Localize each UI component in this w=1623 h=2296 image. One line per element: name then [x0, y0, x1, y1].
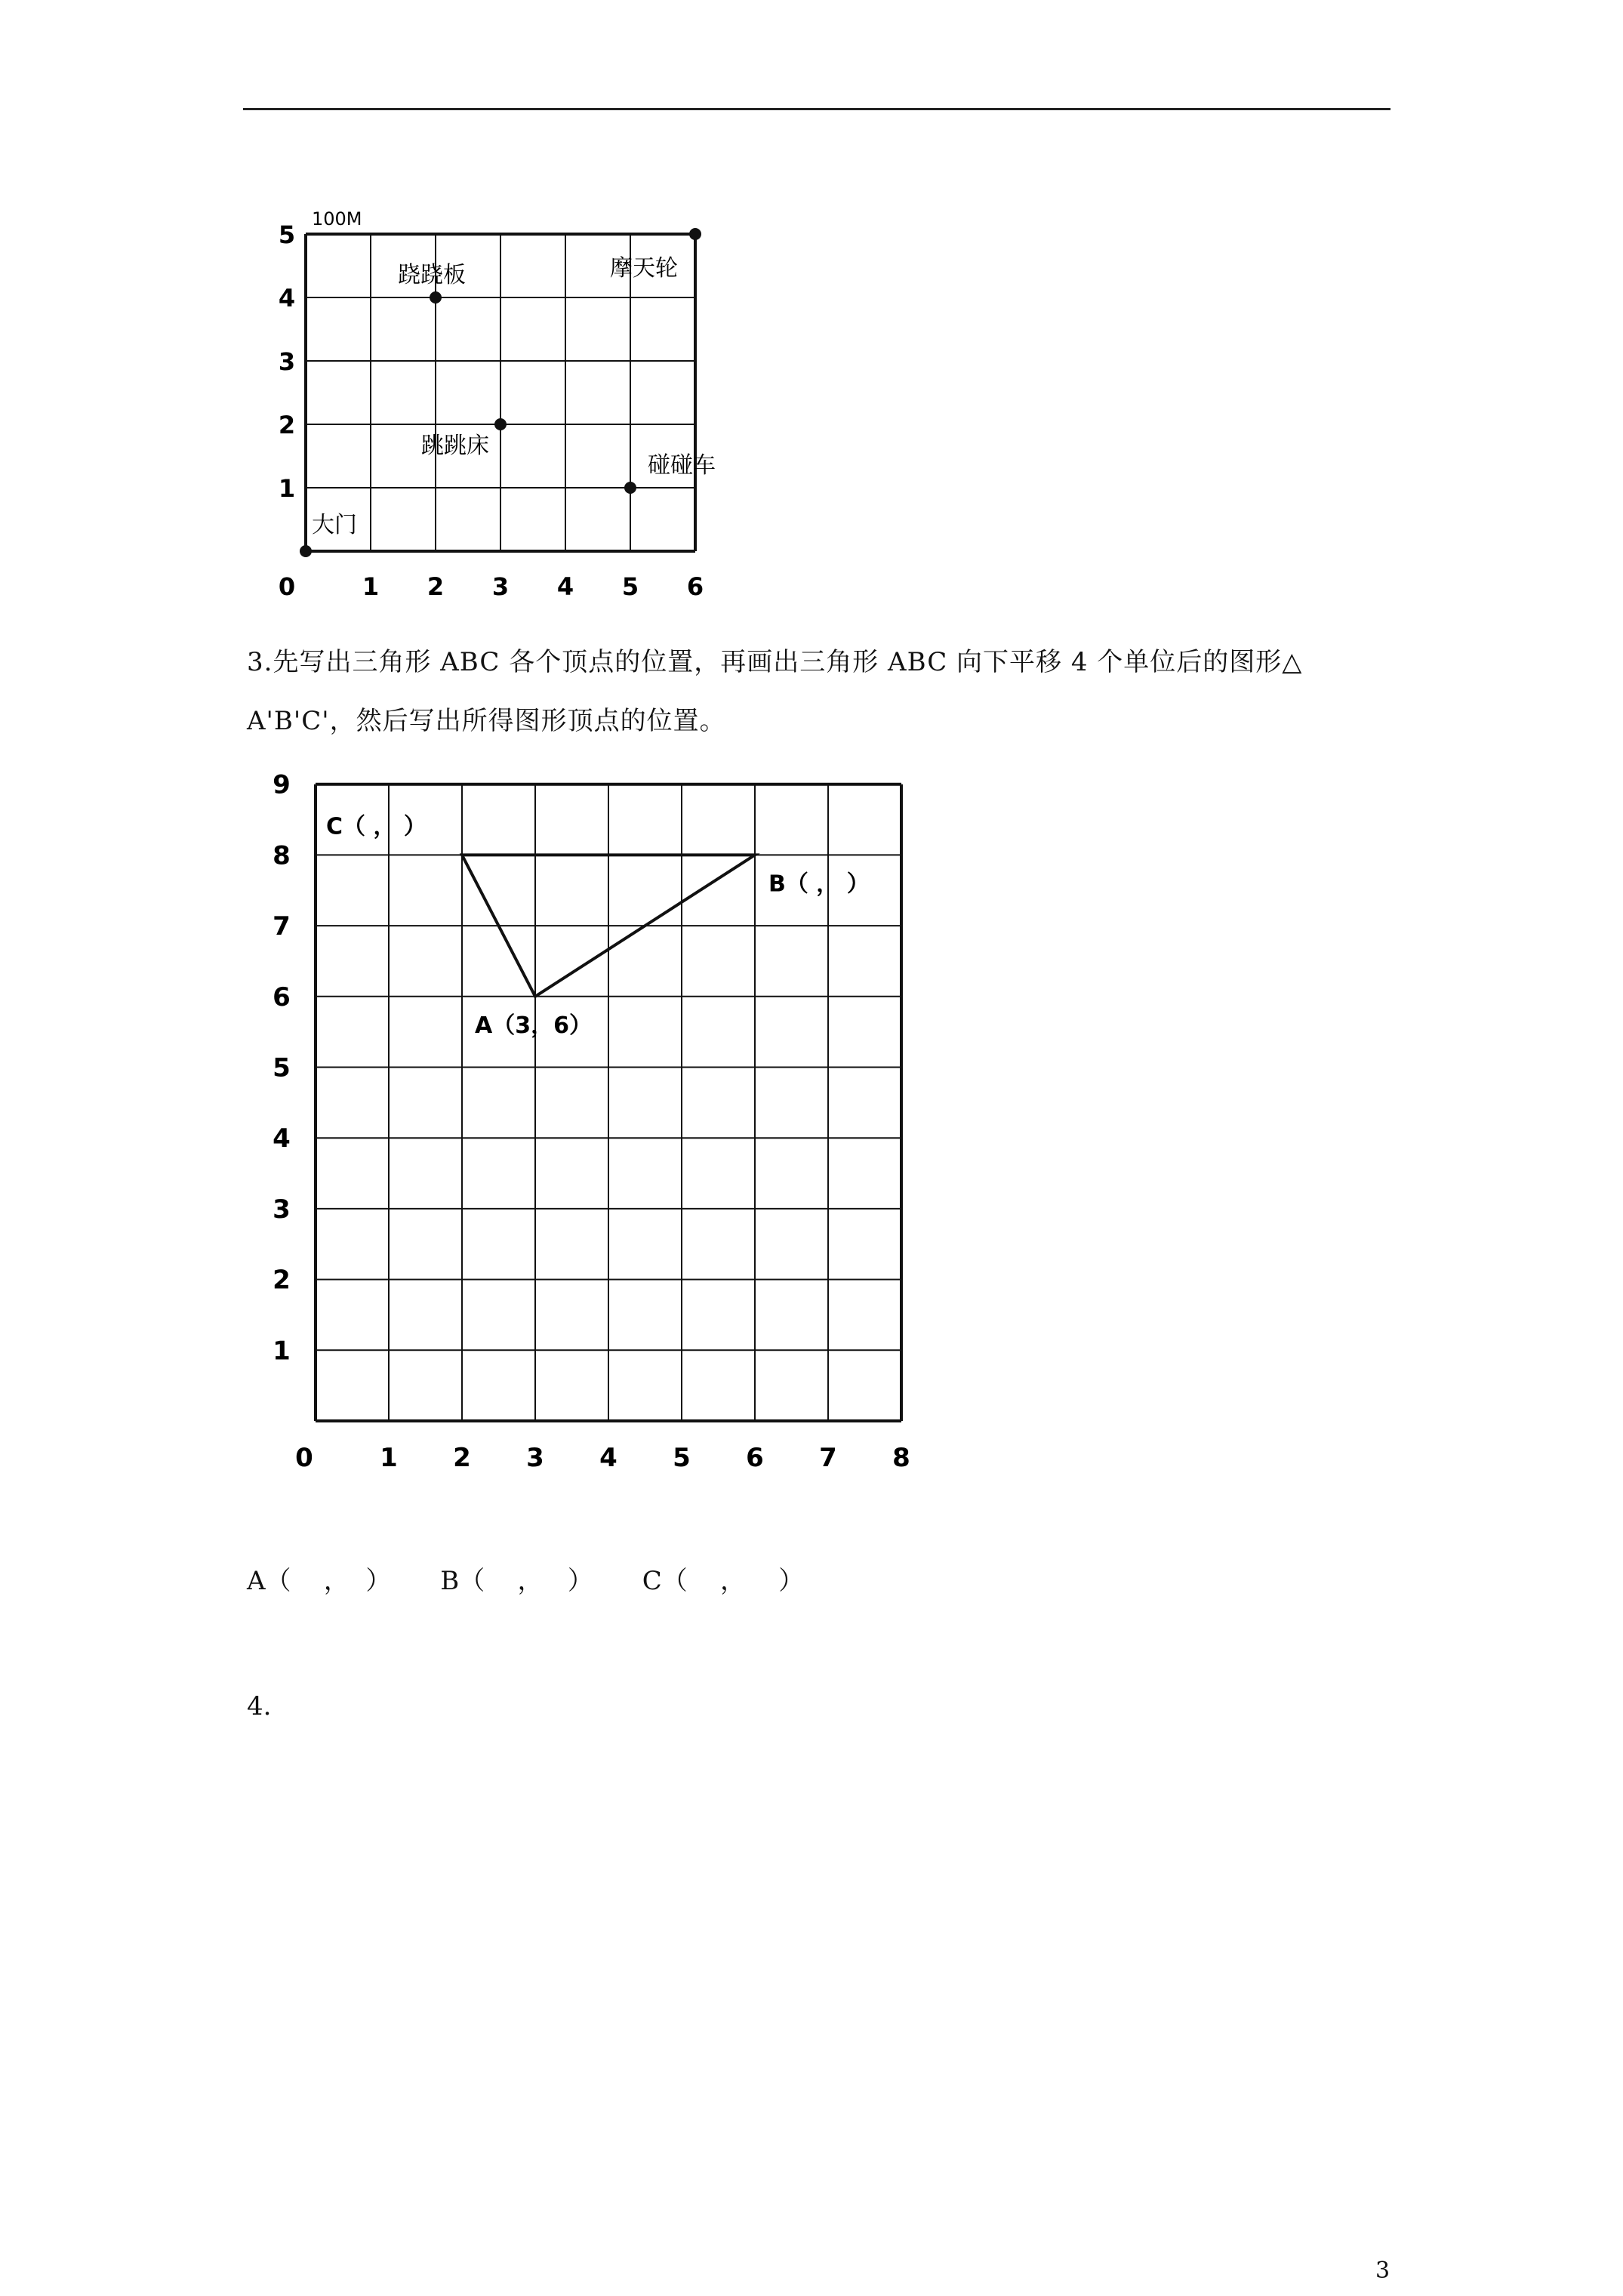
map-place-label: 跳跳床 [421, 433, 489, 459]
header-rule [243, 108, 1390, 110]
map-x-tick-label: 4 [556, 572, 574, 601]
grid-y-tick-label: 1 [273, 1336, 291, 1367]
grid-y-tick-label: 4 [273, 1123, 291, 1154]
park-map-figure [272, 204, 740, 612]
vertex-label-a: A（3，6） [475, 1012, 592, 1039]
map-y-tick-label: 1 [278, 474, 296, 503]
map-y-tick-label: 3 [278, 347, 296, 376]
map-place-label: 跷跷板 [398, 262, 466, 288]
map-scale-label: 100M [312, 208, 362, 230]
grid-x-tick-label: 3 [526, 1443, 544, 1473]
map-place-dot [300, 545, 312, 557]
map-place-label: 摩天轮 [610, 255, 678, 282]
map-place-label: 大门 [312, 512, 357, 538]
page-number: 3 [1375, 2257, 1390, 2284]
map-place-dot [494, 418, 507, 430]
question-3-line-2: A'B'C'，然后写出所得图形顶点的位置。 [247, 706, 726, 736]
map-x-tick-label: 1 [362, 572, 380, 601]
map-place-dot [624, 482, 636, 494]
map-x-tick-label: 3 [491, 572, 510, 601]
grid-x-tick-label: 1 [380, 1443, 398, 1473]
answer-line: A（ ， ） B（ ， ） C（ ， ） [247, 1566, 805, 1596]
question-3-line-1: 3.先写出三角形 ABC 各个顶点的位置，再画出三角形 ABC 向下平移 4 个单位后的图形△ [247, 647, 1303, 677]
map-y-tick-label: 5 [278, 220, 296, 249]
grid-x-tick-label: 4 [599, 1443, 617, 1473]
grid-x-tick-label: 6 [746, 1443, 764, 1473]
grid-y-tick-label: 6 [273, 982, 291, 1012]
grid-y-tick-label: 2 [273, 1265, 291, 1296]
grid-x-tick-label: 7 [819, 1443, 837, 1473]
grid-y-tick-label: 7 [273, 911, 291, 942]
question-4-label: 4. [247, 1691, 272, 1721]
grid-x-tick-label: 5 [673, 1443, 691, 1473]
map-place-label: 碰碰车 [648, 452, 716, 479]
map-y-tick-label: 4 [278, 284, 296, 313]
map-place-dot [689, 228, 701, 240]
map-place-dot [430, 291, 442, 304]
grid-x-tick-label: 8 [892, 1443, 910, 1473]
vertex-label-c: C（ ， ） [326, 813, 427, 840]
grid-y-tick-label: 8 [273, 840, 291, 871]
grid-x-tick-label: 0 [295, 1443, 313, 1473]
grid-y-tick-label: 5 [273, 1052, 291, 1083]
map-x-tick-label: 0 [278, 572, 296, 601]
map-x-tick-label: 5 [621, 572, 639, 601]
map-x-tick-label: 2 [427, 572, 445, 601]
triangle-grid-figure [257, 770, 921, 1487]
map-y-tick-label: 2 [278, 411, 296, 439]
map-x-tick-label: 6 [686, 572, 704, 601]
grid-y-tick-label: 9 [273, 769, 291, 800]
grid-x-tick-label: 2 [453, 1443, 471, 1473]
vertex-label-b: B（ ， ） [768, 871, 870, 898]
grid-y-tick-label: 3 [273, 1194, 291, 1225]
